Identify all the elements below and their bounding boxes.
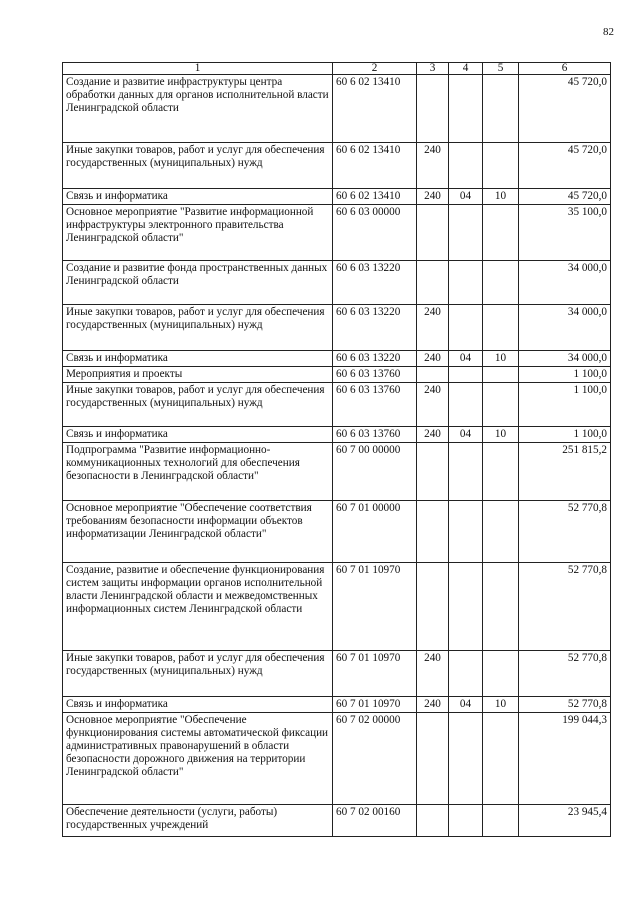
- row-pr: [483, 501, 519, 563]
- row-code: 60 7 01 10970: [333, 651, 417, 697]
- row-pr: 10: [483, 427, 519, 443]
- table-row: [63, 143, 611, 189]
- row-sum: 34 000,0: [519, 351, 611, 367]
- row-rz: 04: [449, 351, 483, 367]
- row-pr: 10: [483, 189, 519, 205]
- row-sum: 23 945,4: [519, 805, 611, 837]
- row-name: Связь и информатика: [63, 351, 333, 367]
- row-sum: 52 770,8: [519, 651, 611, 697]
- row-rz: [449, 383, 483, 427]
- row-sum: 1 100,0: [519, 427, 611, 443]
- row-pr: [483, 805, 519, 837]
- header-col-1: 1: [63, 63, 333, 75]
- row-name: Создание и развитие инфраструктуры центра обработки данных для органов исполнительной власти Ленинградской области: [63, 75, 333, 143]
- row-sum: 1 100,0: [519, 383, 611, 427]
- row-rz: [449, 443, 483, 501]
- row-rz: 04: [449, 427, 483, 443]
- row-vr: [417, 367, 449, 383]
- row-code: 60 6 02 13410: [333, 189, 417, 205]
- row-rz: [449, 143, 483, 189]
- row-code: 60 6 03 13220: [333, 261, 417, 305]
- page-number: 82: [603, 26, 614, 38]
- row-rz: 04: [449, 697, 483, 713]
- table-row: [63, 305, 611, 351]
- row-vr: [417, 501, 449, 563]
- row-sum: 199 044,3: [519, 713, 611, 805]
- row-sum: 52 770,8: [519, 501, 611, 563]
- table-row: [63, 75, 611, 143]
- table-row: [63, 443, 611, 501]
- row-name: Создание, развитие и обеспечение функционирования систем защиты информации органов исполнительной власти Ленинградской области и межведомственных информационных систем Ленинградской области: [63, 563, 333, 651]
- table-header-row: [63, 63, 611, 75]
- row-rz: [449, 805, 483, 837]
- row-pr: 10: [483, 697, 519, 713]
- table-row: [63, 205, 611, 261]
- row-pr: [483, 367, 519, 383]
- row-code: 60 6 03 13760: [333, 383, 417, 427]
- row-vr: 240: [417, 351, 449, 367]
- row-sum: 52 770,8: [519, 563, 611, 651]
- table-row: [63, 261, 611, 305]
- table-row: [63, 189, 611, 205]
- row-sum: 45 720,0: [519, 75, 611, 143]
- row-pr: [483, 713, 519, 805]
- table-row: [63, 697, 611, 713]
- row-rz: [449, 367, 483, 383]
- row-code: 60 6 03 13760: [333, 427, 417, 443]
- row-pr: [483, 143, 519, 189]
- table-row: [63, 383, 611, 427]
- row-vr: [417, 75, 449, 143]
- row-rz: [449, 713, 483, 805]
- row-code: 60 6 03 13220: [333, 305, 417, 351]
- row-name: Связь и информатика: [63, 697, 333, 713]
- row-name: Подпрограмма "Развитие информационно-коммуникационных технологий для обеспечения безопасности в Ленинградской области": [63, 443, 333, 501]
- header-col-3: 3: [417, 63, 449, 75]
- row-rz: [449, 563, 483, 651]
- row-pr: [483, 383, 519, 427]
- row-rz: [449, 501, 483, 563]
- row-pr: [483, 443, 519, 501]
- row-code: 60 6 02 13410: [333, 75, 417, 143]
- row-pr: [483, 563, 519, 651]
- table-row: [63, 351, 611, 367]
- row-name: Иные закупки товаров, работ и услуг для обеспечения государственных (муниципальных) нужд: [63, 143, 333, 189]
- row-rz: [449, 205, 483, 261]
- row-vr: [417, 805, 449, 837]
- row-pr: [483, 305, 519, 351]
- row-vr: 240: [417, 143, 449, 189]
- row-name: Основное мероприятие "Обеспечение функционирования системы автоматической фиксации административных правонарушений в области безопасности дорожного движения на территории Ленинградской области": [63, 713, 333, 805]
- table-row: [63, 805, 611, 837]
- row-code: 60 7 00 00000: [333, 443, 417, 501]
- row-rz: [449, 261, 483, 305]
- row-vr: [417, 205, 449, 261]
- row-code: 60 6 03 13220: [333, 351, 417, 367]
- row-pr: [483, 205, 519, 261]
- row-name: Иные закупки товаров, работ и услуг для обеспечения государственных (муниципальных) нужд: [63, 305, 333, 351]
- row-name: Иные закупки товаров, работ и услуг для обеспечения государственных (муниципальных) нужд: [63, 651, 333, 697]
- row-sum: 1 100,0: [519, 367, 611, 383]
- row-vr: 240: [417, 305, 449, 351]
- row-name: Мероприятия и проекты: [63, 367, 333, 383]
- row-sum: 251 815,2: [519, 443, 611, 501]
- row-code: 60 6 03 13760: [333, 367, 417, 383]
- row-code: 60 6 03 00000: [333, 205, 417, 261]
- row-vr: 240: [417, 697, 449, 713]
- row-sum: 34 000,0: [519, 305, 611, 351]
- row-name: Обеспечение деятельности (услуги, работы) государственных учреждений: [63, 805, 333, 837]
- row-vr: [417, 563, 449, 651]
- row-vr: [417, 713, 449, 805]
- table-row: [63, 367, 611, 383]
- row-sum: 45 720,0: [519, 143, 611, 189]
- row-code: 60 7 02 00000: [333, 713, 417, 805]
- row-rz: [449, 305, 483, 351]
- row-name: Основное мероприятие "Обеспечение соответствия требованиям безопасности информации объектов информатизации Ленинградской области": [63, 501, 333, 563]
- row-pr: [483, 261, 519, 305]
- table-row: [63, 563, 611, 651]
- row-code: 60 7 01 00000: [333, 501, 417, 563]
- row-rz: [449, 75, 483, 143]
- header-col-6: 6: [519, 63, 611, 75]
- header-col-2: 2: [333, 63, 417, 75]
- row-vr: 240: [417, 189, 449, 205]
- table-row: [63, 427, 611, 443]
- row-code: 60 6 02 13410: [333, 143, 417, 189]
- row-vr: [417, 261, 449, 305]
- row-name: Связь и информатика: [63, 189, 333, 205]
- budget-table: [62, 62, 611, 837]
- row-name: Связь и информатика: [63, 427, 333, 443]
- row-vr: 240: [417, 427, 449, 443]
- row-pr: 10: [483, 351, 519, 367]
- row-code: 60 7 01 10970: [333, 563, 417, 651]
- row-sum: 45 720,0: [519, 189, 611, 205]
- row-rz: 04: [449, 189, 483, 205]
- row-sum: 52 770,8: [519, 697, 611, 713]
- row-pr: [483, 651, 519, 697]
- row-rz: [449, 651, 483, 697]
- row-sum: 34 000,0: [519, 261, 611, 305]
- row-vr: [417, 443, 449, 501]
- row-vr: 240: [417, 651, 449, 697]
- row-vr: 240: [417, 383, 449, 427]
- row-pr: [483, 75, 519, 143]
- row-name: Создание и развитие фонда пространственных данных Ленинградской области: [63, 261, 333, 305]
- row-code: 60 7 02 00160: [333, 805, 417, 837]
- row-name: Иные закупки товаров, работ и услуг для обеспечения государственных (муниципальных) нужд: [63, 383, 333, 427]
- row-sum: 35 100,0: [519, 205, 611, 261]
- table-row: [63, 713, 611, 805]
- header-col-4: 4: [449, 63, 483, 75]
- table-row: [63, 501, 611, 563]
- table-row: [63, 651, 611, 697]
- header-col-5: 5: [483, 63, 519, 75]
- row-code: 60 7 01 10970: [333, 697, 417, 713]
- row-name: Основное мероприятие "Развитие информационной инфраструктуры электронного правительства Ленинградской области": [63, 205, 333, 261]
